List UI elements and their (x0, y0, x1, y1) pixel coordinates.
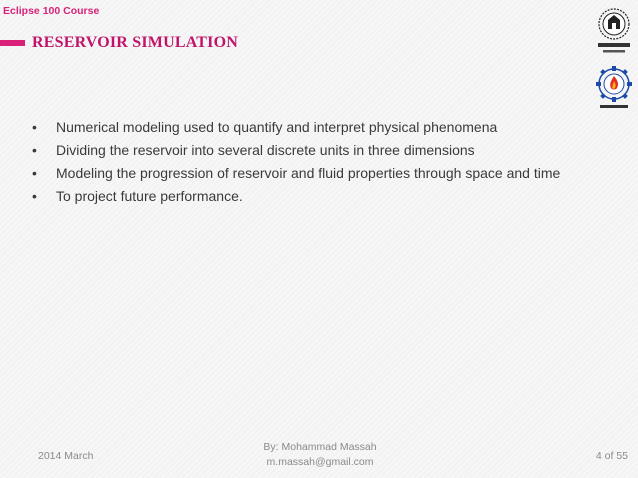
engineering-school-emblem-icon (594, 64, 634, 114)
course-label: Eclipse 100 Course (3, 5, 100, 17)
author-name: By: Mohammad Massah (263, 441, 377, 453)
bullet-list (32, 117, 592, 209)
list-item (32, 163, 592, 183)
bullet-marker: • (32, 165, 37, 181)
page-total: of 55 (604, 450, 628, 462)
title-accent-bar (0, 40, 25, 46)
university-emblem-icon (594, 6, 634, 61)
page-number (596, 450, 628, 462)
bullet-text: To project future performance. (56, 188, 243, 204)
bullet-marker: • (32, 119, 37, 135)
bullet-text: Modeling the progression of reservoir and fluid properties through space and time (56, 165, 561, 181)
bullet-text: Numerical modeling used to quantify and interpret physical phenomena (56, 119, 498, 135)
author-email: m.massah@gmail.com (266, 456, 374, 468)
list-item (32, 186, 592, 206)
bullet-marker: • (32, 188, 37, 204)
slide-title: RESERVOIR SIMULATION (32, 34, 238, 51)
bullet-marker: • (32, 142, 37, 158)
page-current: 4 (595, 450, 602, 462)
footer-author (250, 440, 390, 470)
list-item (32, 140, 592, 160)
footer-date: 2014 March (38, 450, 94, 462)
list-item (32, 117, 592, 137)
bullet-text: Dividing the reservoir into several discrete units in three dimensions (56, 142, 475, 158)
